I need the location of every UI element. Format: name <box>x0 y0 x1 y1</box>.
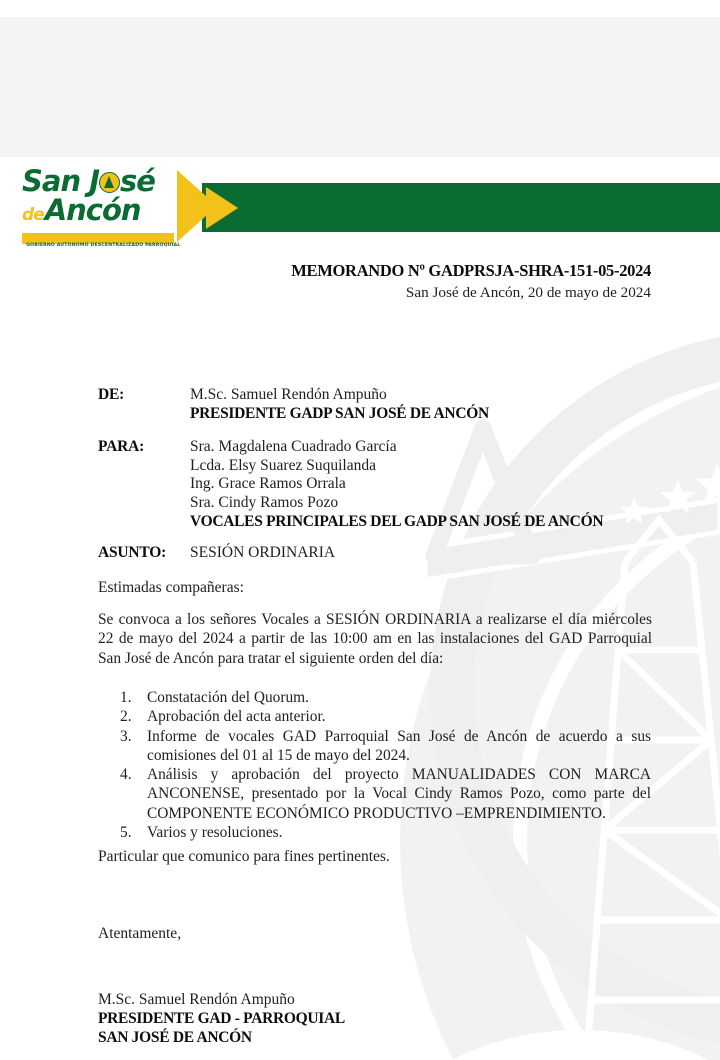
salutation: Estimadas compañeras: <box>98 579 244 596</box>
signature-block <box>98 991 345 1047</box>
memo-date: San José de Ancón, 20 de mayo de 2024 <box>405 284 651 301</box>
to-name: Sra. Cindy Ramos Pozo <box>190 493 339 511</box>
farewell: Atentamente, <box>98 925 182 942</box>
logo-line2: deAncón <box>22 193 141 227</box>
subject-label: ASUNTO: <box>98 544 167 562</box>
to-name: Sra. Magdalena Cuadrado García <box>190 438 397 456</box>
to-row <box>98 438 654 531</box>
agenda-list <box>120 688 651 842</box>
agenda-item: 4. Análisis y aprobación del proyecto MANUALIDADES CON MARCA ANCONENSE, presentado por la Vocal Cindy Ramos Pozo, como parte del COMPONENTE ECONÓMICO PRODUCTIVO –EMPRENDIMIENTO. <box>120 766 651 822</box>
header-green-bar <box>202 183 720 232</box>
from-row <box>98 386 654 423</box>
closing-line: Particular que comunico para fines pertinentes. <box>98 848 390 865</box>
header-arrow-small-icon <box>206 187 238 229</box>
oil-derrick-icon <box>99 172 120 193</box>
from-name: M.Sc. Samuel Rendón Ampuño <box>190 386 387 403</box>
memo-title: MEMORANDO Nº GADPRSJA-SHRA-151-05-2024 <box>291 261 651 280</box>
signature-name: M.Sc. Samuel Rendón Ampuño <box>98 991 295 1008</box>
to-label: PARA: <box>98 438 145 456</box>
memo-meta <box>98 386 654 563</box>
logo-line1: San J sé <box>22 164 155 198</box>
from-title: PRESIDENTE GADP SAN JOSÉ DE ANCÓN <box>190 404 489 422</box>
memo-header <box>291 261 651 302</box>
from-label: DE: <box>98 386 125 403</box>
agenda-item: 5. Varios y resoluciones. <box>120 824 283 842</box>
to-title: VOCALES PRINCIPALES DEL GADP SAN JOSÉ DE ANCÓN <box>190 512 604 530</box>
to-name: Lcda. Elsy Suarez Suquilanda <box>190 456 376 474</box>
signature-title-line2: SAN JOSÉ DE ANCÓN <box>98 1028 252 1046</box>
body-paragraph: Se convoca a los señores Vocales a SESIÓN ORDINARIA a realizarse el día miércoles 22 de mayo del 2024 a partir de las 10:00 am en las instalaciones del GAD Parroquial San José de Ancón para tratar el siguiente orden del día: <box>98 611 652 667</box>
agenda-item: 1. Constatación del Quorum. <box>120 689 309 706</box>
to-name: Ing. Grace Ramos Orrala <box>190 475 346 493</box>
subject-row <box>98 544 654 563</box>
agenda-item: 3. Informe de vocales GAD Parroquial San José de Ancón de acuerdo a sus comisiones del 01 al 15 de mayo del 2024. <box>120 727 651 764</box>
subject-value: SESIÓN ORDINARIA <box>190 544 336 562</box>
signature-title-line1: PRESIDENTE GAD - PARROQUIAL <box>98 1009 345 1027</box>
gad-ancon-logo <box>22 164 192 248</box>
logo-banner: GOBIERNO AUTONOMO DESCENTRALIZADO PARROQUIAL <box>22 233 174 244</box>
agenda-item: 2. Aprobación del acta anterior. <box>120 708 326 726</box>
